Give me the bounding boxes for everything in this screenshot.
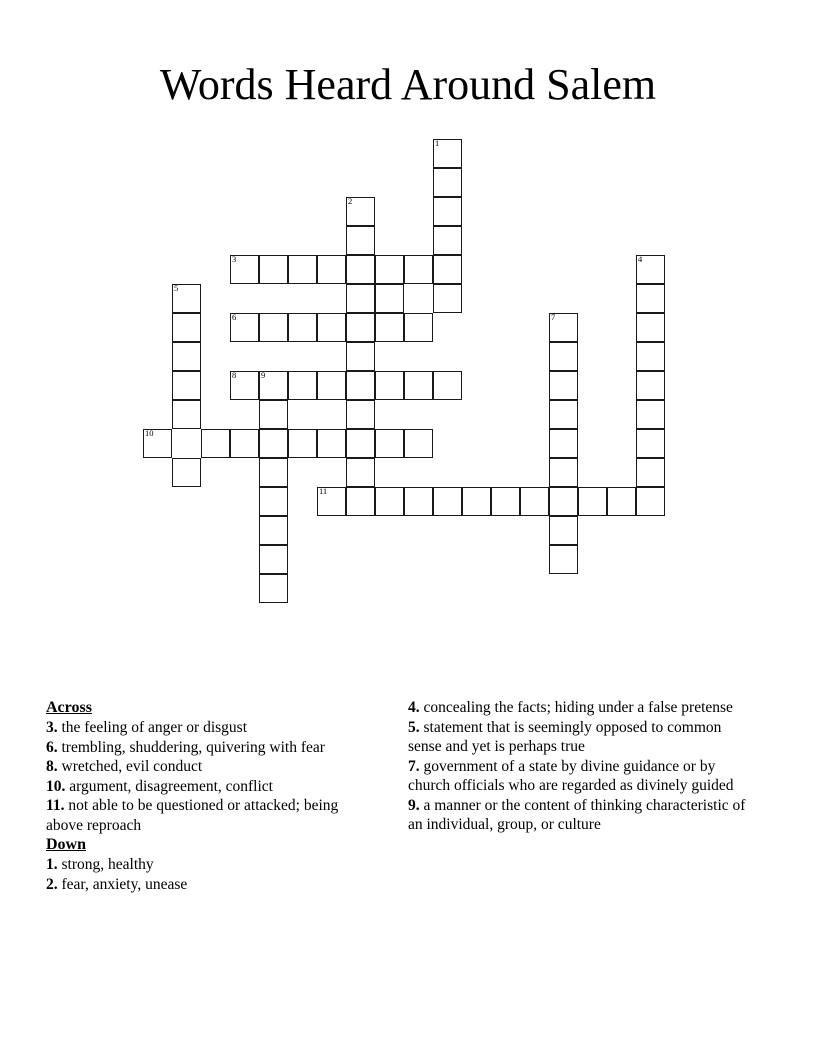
clue-number: 7. — [408, 757, 424, 775]
grid-cell[interactable] — [317, 371, 346, 400]
clues-column-left — [46, 698, 364, 894]
grid-cell[interactable] — [259, 458, 288, 487]
clue-text: the feeling of anger or disgust — [61, 719, 248, 736]
clue-number: 9. — [408, 796, 424, 814]
clue-text: government of a state by divine guidance or by church officials who are regarded as divinely guided — [408, 757, 734, 794]
clue-text: wretched, evil conduct — [61, 758, 203, 775]
clue-9 — [408, 796, 748, 835]
clue-3 — [46, 718, 364, 738]
grid-cell[interactable] — [288, 313, 317, 342]
grid-cell[interactable] — [636, 342, 665, 371]
grid-cell[interactable] — [375, 284, 404, 313]
grid-cell[interactable] — [346, 342, 375, 371]
clue-number: 5. — [408, 718, 424, 736]
grid-cell[interactable] — [433, 197, 462, 226]
grid-cell[interactable] — [404, 371, 433, 400]
grid-cell[interactable] — [404, 429, 433, 458]
grid-cell[interactable] — [346, 313, 375, 342]
clue-8 — [46, 757, 364, 777]
grid-cell-start-5[interactable] — [172, 284, 201, 313]
grid-cell-start-1[interactable] — [433, 139, 462, 168]
clue-text: concealing the facts; hiding under a false pretense — [423, 699, 733, 716]
grid-cell[interactable] — [259, 574, 288, 603]
grid-cell[interactable] — [549, 545, 578, 574]
grid-cell[interactable] — [172, 371, 201, 400]
grid-cell[interactable] — [636, 284, 665, 313]
grid-cell[interactable] — [346, 400, 375, 429]
grid-cell[interactable] — [259, 487, 288, 516]
grid-cell[interactable] — [636, 371, 665, 400]
cell-number: 3 — [232, 254, 237, 264]
cell-number: 8 — [232, 370, 237, 380]
grid-cell[interactable] — [288, 429, 317, 458]
grid-cell[interactable] — [636, 458, 665, 487]
clue-text: argument, disagreement, conflict — [69, 777, 273, 795]
grid-cell[interactable] — [346, 255, 375, 284]
cell-number: 5 — [174, 283, 179, 293]
grid-cell[interactable] — [259, 429, 288, 458]
grid-cell[interactable] — [491, 487, 520, 516]
cell-number: 6 — [232, 312, 237, 322]
clue-text: statement that is seemingly opposed to common sense and yet is perhaps true — [408, 718, 722, 755]
grid-cell[interactable] — [346, 371, 375, 400]
grid-cell[interactable] — [404, 255, 433, 284]
grid-cell[interactable] — [549, 487, 578, 516]
grid-cell[interactable] — [375, 255, 404, 284]
cell-number: 1 — [435, 138, 440, 148]
grid-cell-start-3[interactable] — [230, 255, 259, 284]
clue-11 — [46, 796, 364, 835]
grid-cell[interactable] — [259, 400, 288, 429]
grid-cell[interactable] — [433, 255, 462, 284]
clues-column-right — [408, 698, 748, 835]
clue-text: strong, healthy — [61, 856, 154, 873]
grid-cell[interactable] — [317, 313, 346, 342]
clue-number: 10. — [46, 777, 70, 795]
grid-cell[interactable] — [259, 516, 288, 545]
grid-cell[interactable] — [375, 313, 404, 342]
clues-section — [0, 698, 816, 998]
clue-6 — [46, 738, 364, 758]
grid-cell[interactable] — [433, 371, 462, 400]
grid-cell[interactable] — [636, 487, 665, 516]
grid-cell[interactable] — [375, 371, 404, 400]
grid-cell[interactable] — [433, 284, 462, 313]
grid-cell[interactable] — [462, 487, 491, 516]
clue-number: 8. — [46, 758, 62, 775]
clue-number: 3. — [46, 719, 62, 736]
grid-cell-start-4[interactable] — [636, 255, 665, 284]
clue-10 — [46, 777, 364, 797]
grid-cell[interactable] — [375, 429, 404, 458]
grid-cell[interactable] — [433, 226, 462, 255]
grid-cell-start-10[interactable] — [143, 429, 172, 458]
grid-cell[interactable] — [172, 342, 201, 371]
grid-cell[interactable] — [549, 371, 578, 400]
grid-cell[interactable] — [317, 429, 346, 458]
grid-cell[interactable] — [549, 400, 578, 429]
grid-cell[interactable] — [172, 313, 201, 342]
clue-7 — [408, 757, 748, 796]
grid-cell[interactable] — [549, 516, 578, 545]
grid-cell[interactable] — [549, 458, 578, 487]
grid-cell[interactable] — [201, 429, 230, 458]
grid-cell[interactable] — [259, 545, 288, 574]
grid-cell-start-7[interactable] — [549, 313, 578, 342]
grid-cell[interactable] — [578, 487, 607, 516]
grid-cell-start-9[interactable] — [259, 371, 288, 400]
grid-cell[interactable] — [404, 487, 433, 516]
grid-cell[interactable] — [317, 255, 346, 284]
clue-5 — [408, 718, 748, 757]
clue-heading-down: Down — [46, 836, 87, 853]
clue-1 — [46, 855, 364, 875]
clue-text: fear, anxiety, unease — [61, 875, 188, 893]
clue-number: 6. — [46, 738, 62, 756]
clue-number: 2. — [46, 875, 62, 893]
grid-cell[interactable] — [346, 226, 375, 255]
grid-cell[interactable] — [172, 458, 201, 487]
grid-cell[interactable] — [230, 429, 259, 458]
clue-text: a manner or the content of thinking characteristic of an individual, group, or culture — [408, 796, 746, 833]
clue-number: 11. — [46, 797, 69, 814]
cell-number: 10 — [145, 428, 154, 438]
cell-number: 2 — [348, 196, 353, 206]
clue-number: 4. — [408, 699, 424, 716]
grid-cell[interactable] — [636, 313, 665, 342]
cell-number: 9 — [261, 370, 266, 380]
grid-cell[interactable] — [607, 487, 636, 516]
clue-2 — [46, 875, 364, 895]
grid-cell[interactable] — [404, 313, 433, 342]
grid-cell[interactable] — [636, 400, 665, 429]
grid-cell-start-6[interactable] — [230, 313, 259, 342]
grid-cell[interactable] — [346, 429, 375, 458]
page-title: Words Heard Around Salem — [159, 60, 657, 110]
cell-number: 11 — [319, 486, 328, 496]
grid-cell[interactable] — [433, 168, 462, 197]
clue-text: not able to be questioned or attacked; being above reproach — [46, 797, 339, 834]
grid-cell[interactable] — [375, 487, 404, 516]
cell-number: 4 — [638, 254, 643, 264]
grid-cell[interactable] — [549, 429, 578, 458]
clue-heading-across: Across — [46, 699, 92, 716]
grid-cell[interactable] — [346, 487, 375, 516]
grid-cell[interactable] — [346, 284, 375, 313]
grid-cell[interactable] — [288, 255, 317, 284]
grid-cell[interactable] — [346, 458, 375, 487]
clue-text: trembling, shuddering, quivering with fear — [61, 738, 325, 756]
grid-cell[interactable] — [259, 255, 288, 284]
grid-cell[interactable] — [172, 400, 201, 429]
grid-cell[interactable] — [433, 487, 462, 516]
grid-cell[interactable] — [259, 313, 288, 342]
grid-cell-start-2[interactable] — [346, 197, 375, 226]
grid-cell[interactable] — [288, 371, 317, 400]
clue-4 — [408, 698, 748, 718]
grid-cell-start-11[interactable] — [317, 487, 346, 516]
grid-cell[interactable] — [520, 487, 549, 516]
cell-number: 7 — [551, 312, 556, 322]
grid-cell[interactable] — [549, 342, 578, 371]
grid-cell[interactable] — [636, 429, 665, 458]
grid-cell-start-8[interactable] — [230, 371, 259, 400]
clue-number: 1. — [46, 856, 62, 873]
